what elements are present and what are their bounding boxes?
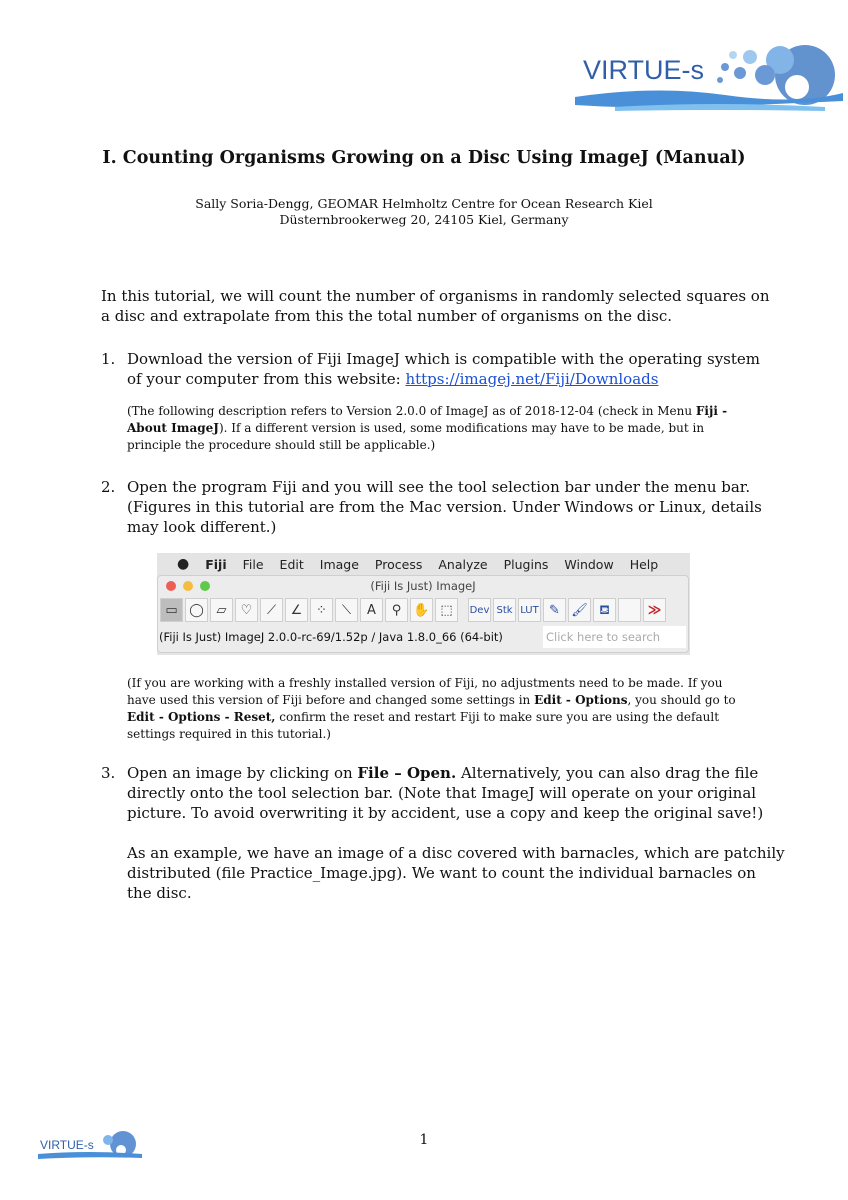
note-text: have used this version of Fiji before and changed some settings in bbox=[127, 693, 535, 707]
status-bar: (Fiji Is Just) ImageJ 2.0.0-rc-69/1.52p / Java 1.8.0_66 (64-bit) bbox=[159, 630, 503, 644]
menu-plugins[interactable]: Plugins bbox=[503, 556, 549, 572]
svg-text:VIRTUE-s: VIRTUE-s bbox=[40, 1138, 94, 1152]
step-1-note bbox=[127, 403, 727, 454]
angle-tool[interactable]: ∠ bbox=[285, 598, 308, 622]
menu-file[interactable]: File bbox=[242, 556, 264, 572]
freehand-tool[interactable]: ♡ bbox=[235, 598, 258, 622]
intro-paragraph bbox=[101, 286, 770, 326]
step-line: picture. To avoid overwriting it by accident, use a copy and keep the original save!) bbox=[127, 804, 764, 822]
magnifier-tool[interactable]: ⚲ bbox=[385, 598, 408, 622]
polygon-tool[interactable]: ▱ bbox=[210, 598, 233, 622]
note-text: , you should go to bbox=[627, 693, 736, 707]
lut-tool[interactable]: LUT bbox=[518, 598, 541, 622]
note-bold: Fiji - bbox=[695, 404, 728, 418]
step-line: may look different.) bbox=[127, 518, 277, 536]
fiji-download-link[interactable]: https://imagej.net/Fiji/Downloads bbox=[405, 370, 659, 388]
window-title: (Fiji Is Just) ImageJ bbox=[370, 579, 476, 593]
step-number: 3. bbox=[101, 764, 116, 782]
intro-line: a disc and extrapolate from this the total number of organisms on the disc. bbox=[101, 307, 673, 325]
page-number: 1 bbox=[419, 1132, 429, 1148]
wand-tool[interactable]: ⟍ bbox=[335, 598, 358, 622]
close-icon[interactable] bbox=[166, 581, 176, 591]
menu-fiji[interactable]: Fiji bbox=[205, 556, 227, 572]
step-line: of your computer from this website: bbox=[127, 370, 406, 388]
step-line: As an example, we have an image of a disc covered with barnacles, which are patchily bbox=[127, 844, 785, 862]
point-tool[interactable]: ⁘ bbox=[310, 598, 333, 622]
menu-window[interactable]: Window bbox=[564, 556, 614, 572]
more-tools-icon[interactable]: ≫ bbox=[643, 598, 666, 622]
author-address: Düsternbrookerweg 20, 24105 Kiel, Germany bbox=[279, 212, 569, 227]
step-2-note bbox=[127, 675, 736, 743]
step-line: Download the version of Fiji ImageJ which is compatible with the operating system bbox=[127, 350, 760, 368]
menu-image[interactable]: Image bbox=[319, 556, 359, 572]
step-line: Open an image by clicking on bbox=[127, 764, 358, 782]
step-line: (Figures in this tutorial are from the Mac version. Under Windows or Linux, details bbox=[127, 498, 762, 516]
mac-menu-bar bbox=[157, 553, 690, 575]
rectangle-tool[interactable]: ▭ bbox=[160, 598, 183, 622]
imagej-window bbox=[157, 575, 689, 653]
note-text: ). If a different version is used, some modifications may have to be made, but in bbox=[218, 421, 705, 435]
hand-tool[interactable]: ✋ bbox=[410, 598, 433, 622]
menu-analyze[interactable]: Analyze bbox=[438, 556, 488, 572]
document-title: I. Counting Organisms Growing on a Disc Using ImageJ (Manual) bbox=[102, 148, 746, 168]
minimize-icon[interactable] bbox=[183, 581, 193, 591]
note-text: (The following description refers to Version 2.0.0 of ImageJ as of 2018-12-04 (check in Menu bbox=[127, 404, 696, 418]
pencil-tool[interactable]: ✎ bbox=[543, 598, 566, 622]
note-text: principle the procedure should still be applicable.) bbox=[127, 438, 436, 452]
dev-tool[interactable]: Dev bbox=[468, 598, 491, 622]
note-bold: Edit - Options bbox=[534, 693, 628, 707]
virtue-s-logo bbox=[575, 35, 843, 117]
step-line: distributed (file Practice_Image.jpg). We want to count the individual barnacles on bbox=[127, 864, 756, 882]
step-1-text bbox=[127, 349, 760, 389]
stk-tool[interactable]: Stk bbox=[493, 598, 516, 622]
step-line: the disc. bbox=[127, 884, 192, 902]
note-text: settings required in this tutorial.) bbox=[127, 727, 331, 741]
step-line: Open the program Fiji and you will see the tool selection bar under the menu bar. bbox=[127, 478, 751, 496]
menu-process[interactable]: Process bbox=[374, 556, 423, 572]
line-tool[interactable]: ⟋ bbox=[260, 598, 283, 622]
step-3-text bbox=[127, 763, 763, 823]
svg-text:VIRTUE-s: VIRTUE-s bbox=[583, 55, 705, 85]
note-bold: Edit - Options - Reset, bbox=[127, 710, 276, 724]
brush-tool[interactable]: 🖌 bbox=[568, 598, 591, 622]
menu-edit[interactable]: Edit bbox=[279, 556, 304, 572]
step-number: 1. bbox=[101, 350, 116, 368]
apple-icon: ● bbox=[177, 556, 190, 572]
step-bold: File – Open. bbox=[357, 764, 457, 782]
intro-line: In this tutorial, we will count the number of organisms in randomly selected squares on bbox=[101, 287, 770, 305]
oval-tool[interactable]: ◯ bbox=[185, 598, 208, 622]
step-2-text bbox=[127, 477, 762, 537]
step-3-example bbox=[127, 843, 785, 903]
maximize-icon[interactable] bbox=[200, 581, 210, 591]
step-number: 2. bbox=[101, 478, 116, 496]
empty-tool-slot[interactable] bbox=[618, 598, 641, 622]
color-picker-tool[interactable]: ⬚ bbox=[435, 598, 458, 622]
note-text: (If you are working with a freshly installed version of Fiji, no adjustments need to be made. If you bbox=[127, 676, 723, 690]
note-text: confirm the reset and restart Fiji to make sure you are using the default bbox=[275, 710, 720, 724]
text-tool[interactable]: A bbox=[360, 598, 383, 622]
flood-fill-tool[interactable]: ⛾ bbox=[593, 598, 616, 622]
step-line: directly onto the tool selection bar. (Note that ImageJ will operate on your original bbox=[127, 784, 757, 802]
fiji-screenshot bbox=[157, 553, 690, 655]
tool-bar bbox=[160, 598, 668, 622]
menu-help[interactable]: Help bbox=[629, 556, 659, 572]
search-field[interactable]: Click here to search bbox=[543, 626, 686, 648]
author-affiliation: Sally Soria-Dengg, GEOMAR Helmholtz Centre for Ocean Research Kiel bbox=[195, 196, 653, 211]
note-bold: About ImageJ bbox=[127, 421, 219, 435]
step-line: Alternatively, you can also drag the file bbox=[456, 764, 759, 782]
